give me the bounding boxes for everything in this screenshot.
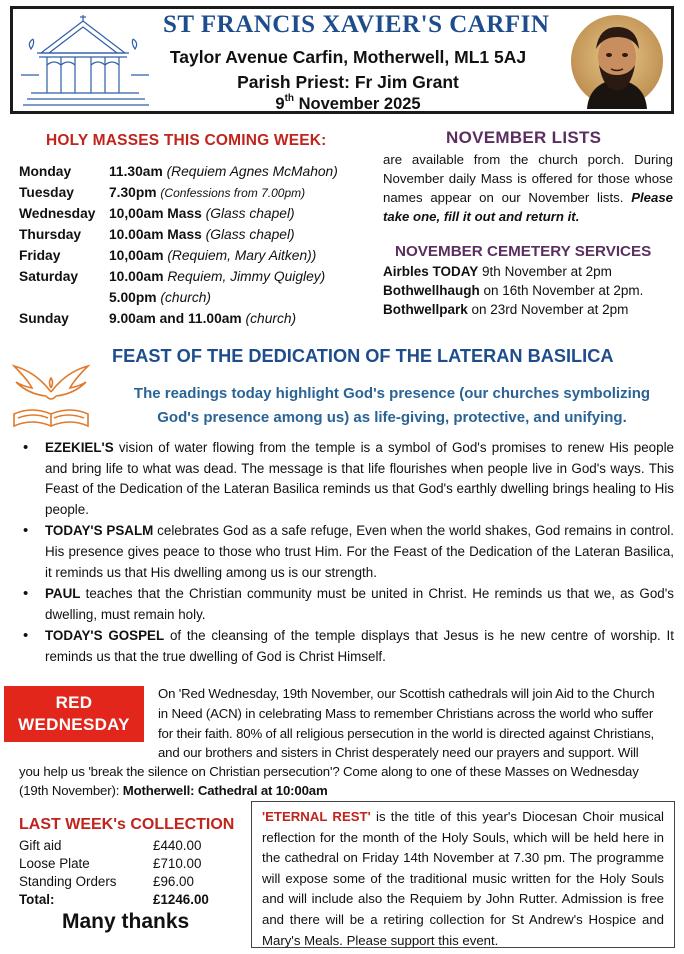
mass-day: Thursday xyxy=(19,227,82,242)
mass-day: Sunday xyxy=(19,311,69,326)
dove-bible-icon xyxy=(6,352,96,432)
parish-title: ST FRANCIS XAVIER'S CARFIN xyxy=(163,11,550,38)
mass-note: (Confessions from 7.00pm) xyxy=(160,186,306,200)
table-row: Loose Plate £710.00 xyxy=(19,856,202,871)
november-lists-text: are available from the church porch. During November daily Mass is offered for those whose names appear on our November lists. Please take one, fill it out and return it. xyxy=(383,152,673,224)
mass-time: 10.00am xyxy=(109,269,164,284)
mass-time: 7.30pm xyxy=(109,185,157,200)
list-item: • EZEKIEL'S vision of water flowing from the temple is a symbol of God's promises to renew His people and bring life to what was dead. The message is that life flourishes when people live in God's ways. This Feast of the Dedication of the Lateran Basilica reminds us that God's earthly dwelling brings healing to His people. xyxy=(20,438,674,520)
mass-note: (church) xyxy=(245,311,297,326)
collection-heading: LAST WEEK's COLLECTION xyxy=(19,816,235,833)
mass-day: Saturday xyxy=(19,269,79,284)
mass-time: 5.00pm xyxy=(109,290,157,305)
red-wednesday-text: On 'Red Wednesday, 19th November, our Scottish cathedrals will join Aid to the Church xyxy=(158,686,655,701)
mass-note: (Glass chapel) xyxy=(205,227,295,242)
november-lists-heading: NOVEMBER LISTS xyxy=(446,128,602,147)
mass-note: (church) xyxy=(160,290,212,305)
mass-day: Tuesday xyxy=(19,185,74,200)
november-lists-emphasis: Please take one, fill it out and return it. xyxy=(383,190,673,224)
mass-time: 10,00am Mass xyxy=(109,206,202,221)
cemetery-line: Bothwellpark on 23rd November at 2pm xyxy=(383,302,629,317)
church-illustration xyxy=(21,13,151,109)
mass-note: (Requiem, Mary Aitken)) xyxy=(167,248,317,263)
parish-address: Taylor Avenue Carfin, Motherwell, ML1 5AJ xyxy=(169,47,527,67)
table-row: Standing Orders £96.00 xyxy=(19,874,194,889)
bulletin-date: 9th November 2025 xyxy=(275,93,421,113)
red-wednesday-text: (19th November): Motherwell: Cathedral at 10:00am xyxy=(19,783,328,798)
mass-day: Friday xyxy=(19,248,61,263)
red-wednesday-text: and our brothers and sisters in Christ desperately need our prayers and support. Will xyxy=(158,745,639,760)
mass-time: 10.00am Mass xyxy=(109,227,202,242)
table-row: Gift aid £440.00 xyxy=(19,838,202,853)
mass-time: 10,00am xyxy=(109,248,164,263)
cemetery-line: Airbles TODAY 9th November at 2pm xyxy=(383,264,612,279)
feast-heading: FEAST OF THE DEDICATION OF THE LATERAN BASILICA xyxy=(112,346,614,366)
mass-day: Wednesday xyxy=(19,206,96,221)
mass-note: (Glass chapel) xyxy=(205,206,295,221)
cemetery-line: Bothwellhaugh on 16th November at 2pm. xyxy=(383,283,644,298)
red-wednesday-text: for their faith. 80% of all religious persecution in the world is directed against Christians, xyxy=(158,726,655,741)
table-row: Total: £1246.00 xyxy=(19,892,209,907)
masses-heading: HOLY MASSES THIS COMING WEEK: xyxy=(46,132,327,149)
cemetery-heading: NOVEMBER CEMETERY SERVICES xyxy=(395,243,652,260)
parish-priest: Parish Priest: Fr Jim Grant xyxy=(237,72,459,92)
list-item: • TODAY'S GOSPEL of the cleansing of the temple displays that Jesus is he new centre of worship. It reminds us that the true dwelling of God is Christ Himself. xyxy=(20,626,674,667)
red-wednesday-label: RED WEDNESDAY xyxy=(4,686,144,742)
mass-time: 11.30am xyxy=(109,164,163,179)
feast-subtitle: The readings today highlight God's presence (our churches symbolizing God's presence among us) as life-giving, protective, and unifying. xyxy=(133,385,651,426)
mass-day: Monday xyxy=(19,164,72,179)
thanks-text: Many thanks xyxy=(62,910,190,933)
list-item: • PAUL teaches that the Christian community must be united in Christ. He reminds us that we, as God's dwelling, must remain holy. xyxy=(20,584,674,625)
readings-list xyxy=(20,438,674,669)
red-wednesday-text: you help us 'break the silence on Christian persecution'? Come along to one of these Masses on Wednesday xyxy=(19,764,639,779)
eternal-rest-box: 'ETERNAL REST' is the title of this year's Diocesan Choir musical reflection for the month of the Holy Souls, which will be held here in the cathedral on Friday 14th November at 7.30 pm. The programme will expose some of the traditional music written for the Holy Souls and will include also the Requiem by John Rutter. Admission is free and there will be a retiring collection for St Andrew's Hospice and Mary's Meals. Please support this event. xyxy=(251,801,675,948)
mass-time: 9.00am and 11.00am xyxy=(109,311,242,326)
mass-note: Requiem, Jimmy Quigley) xyxy=(167,269,326,284)
saint-portrait xyxy=(569,13,665,109)
mass-note: (Requiem Agnes McMahon) xyxy=(166,164,338,179)
red-wednesday-text: in Need (ACN) in celebrating Mass to remember Christians across the world who suffer xyxy=(158,706,654,721)
list-item: • TODAY'S PSALM celebrates God as a safe refuge, Even when the world shakes, God remains in control. His presence gives peace to those who trust Him. For the Feast of the Dedication of the Lateran Basilica, it reminds us that His dwelling among us is our strength. xyxy=(20,521,674,583)
header-box xyxy=(10,6,674,114)
eternal-rest-title: 'ETERNAL REST' xyxy=(262,809,371,824)
